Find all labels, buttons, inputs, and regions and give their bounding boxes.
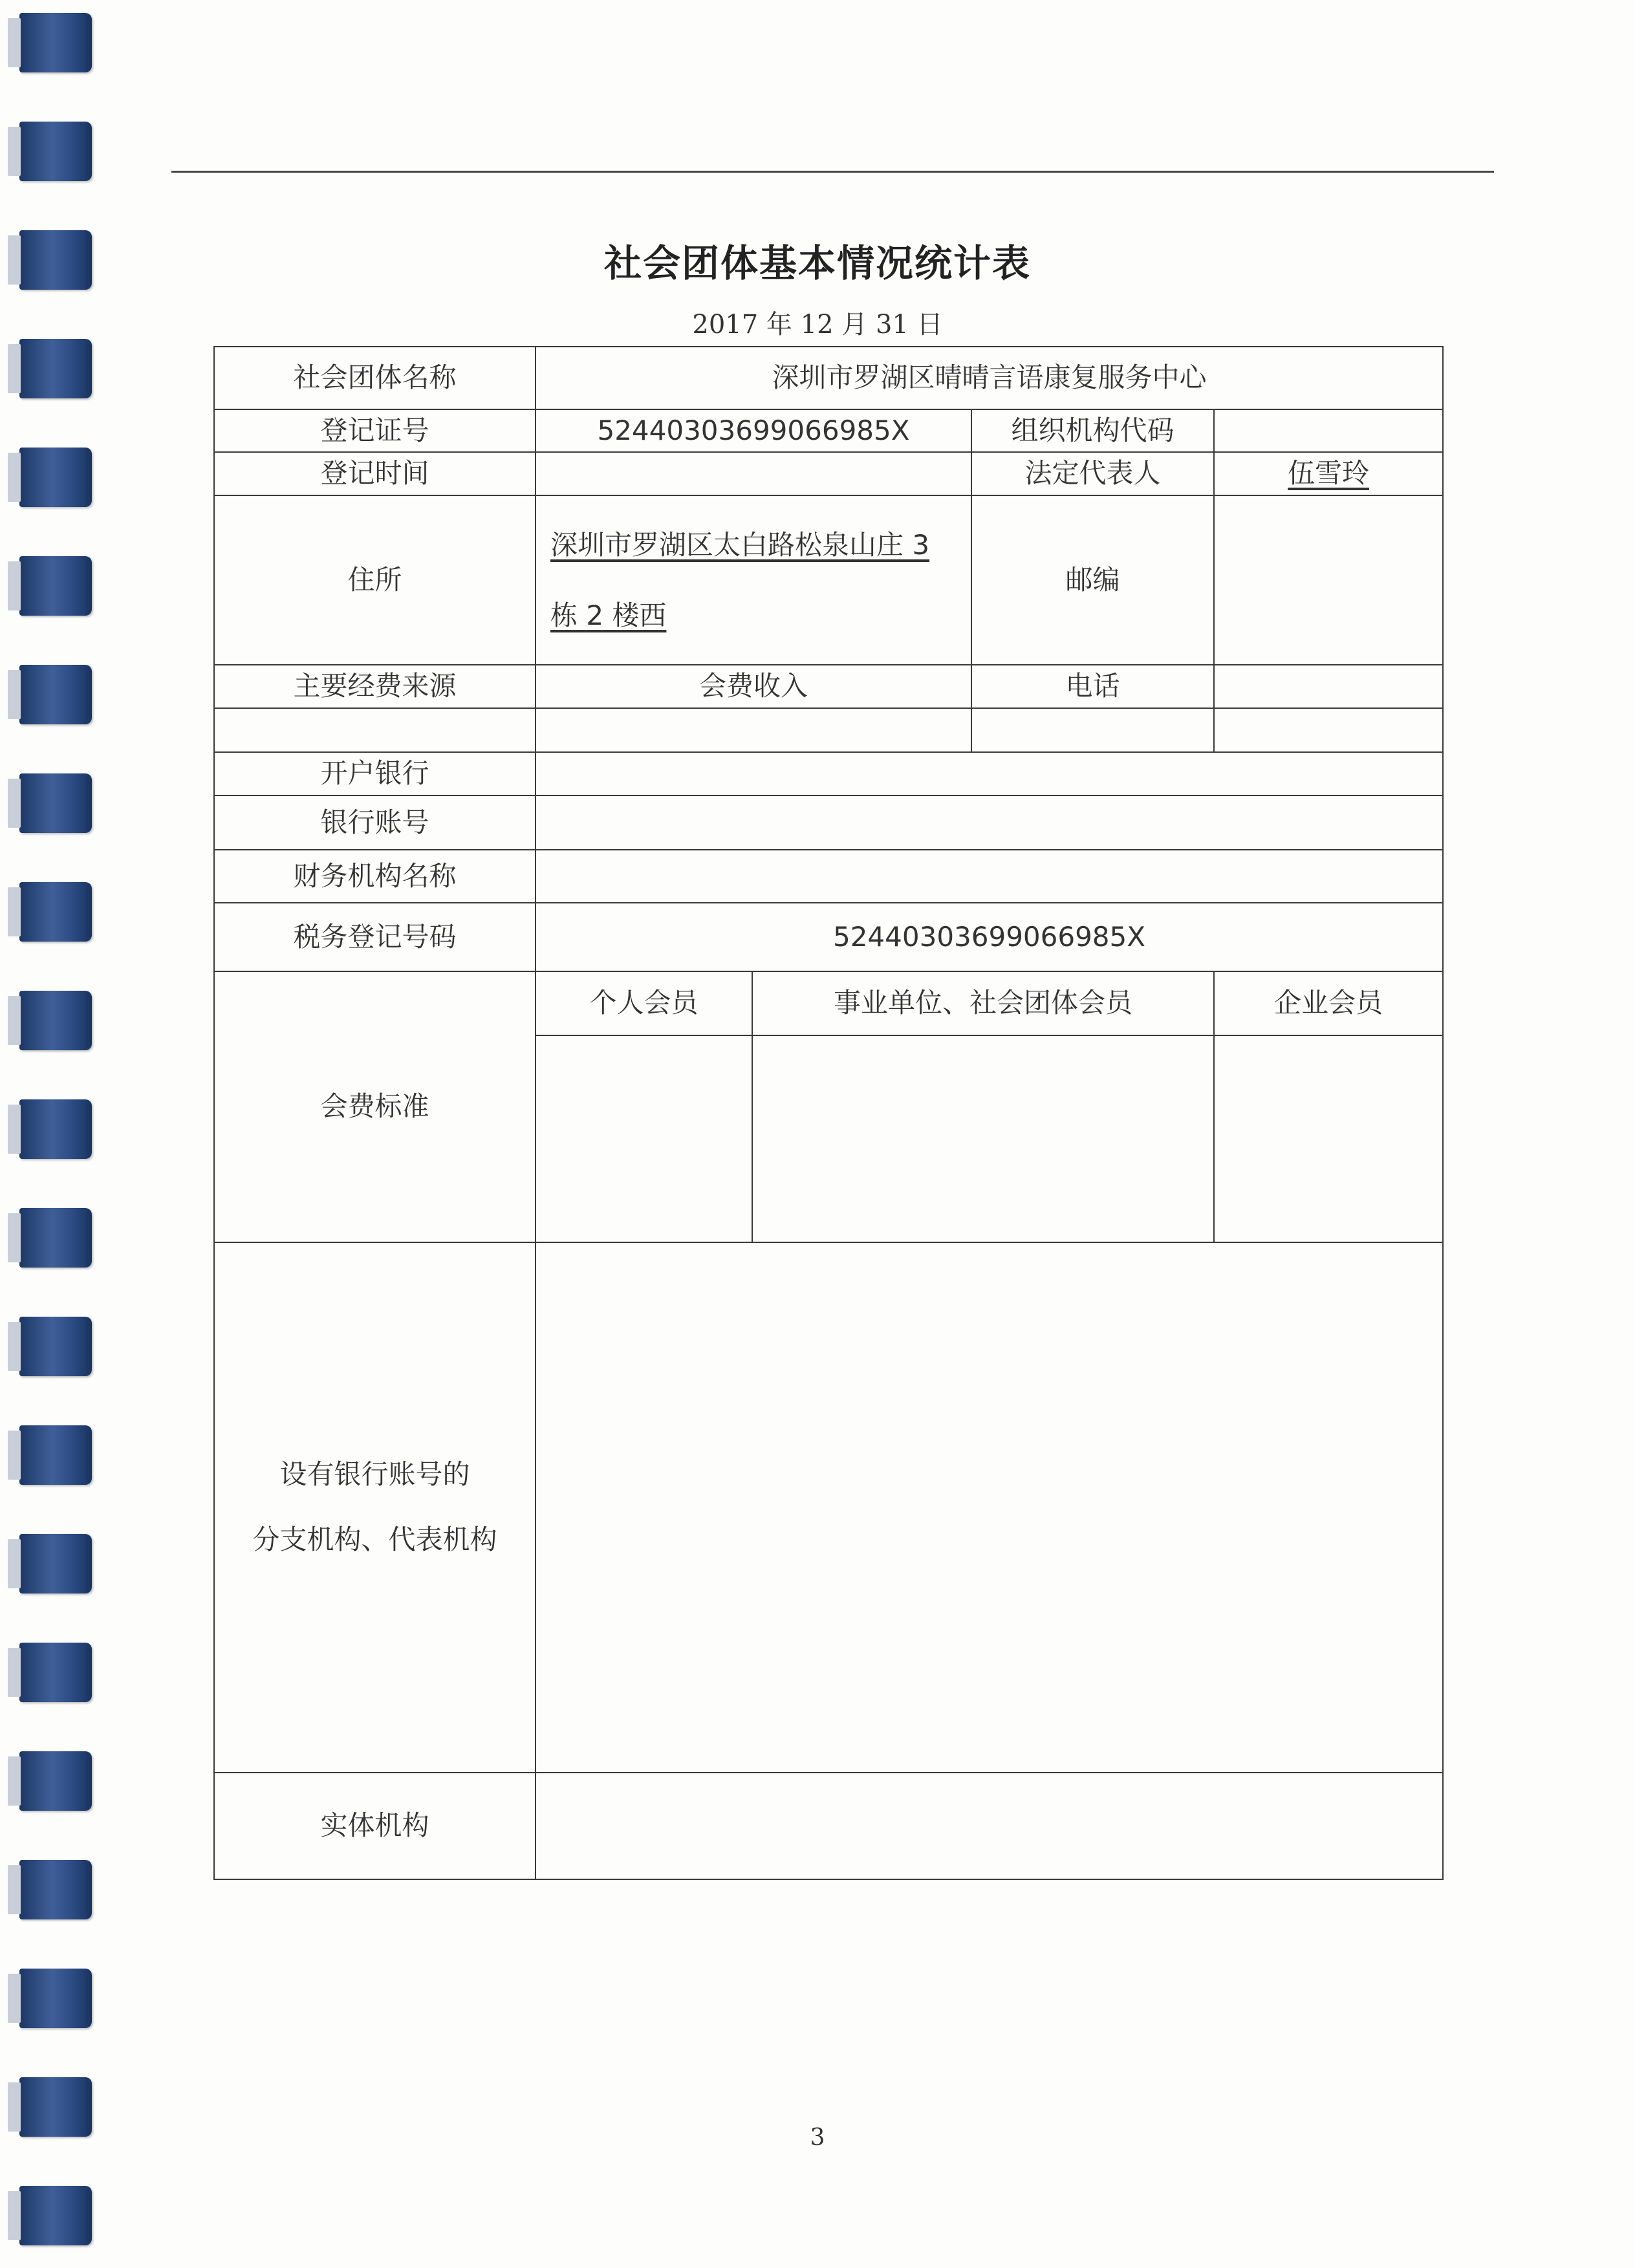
bank-label: 开户银行 (214, 752, 536, 795)
binding-ring (19, 1208, 92, 1268)
fee-institution-value (752, 1035, 1214, 1242)
address-value (536, 495, 971, 665)
address-label: 住所 (214, 495, 536, 665)
fee-label: 会费标准 (214, 971, 536, 1242)
table-row (214, 665, 1443, 708)
header-rule (171, 171, 1494, 173)
binding-ring (19, 122, 92, 181)
binding-ring (19, 1099, 92, 1159)
binding-ring (19, 2186, 92, 2245)
binding-ring (19, 13, 92, 72)
table-row (214, 752, 1443, 795)
fee-individual-value (536, 1035, 752, 1242)
table-row (214, 495, 1443, 665)
binding-ring (19, 991, 92, 1050)
tax-value: 52440303699066985X (536, 903, 1443, 971)
fee-enterprise-value (1214, 1035, 1443, 1242)
legal-rep-value (1214, 452, 1443, 495)
reg-time-value (536, 452, 971, 495)
phone-label: 电话 (971, 665, 1214, 708)
blank-cell (1214, 708, 1443, 752)
legal-rep-label: 法定代表人 (971, 452, 1214, 495)
funding-value: 会费收入 (536, 665, 971, 708)
table-row (214, 795, 1443, 850)
binding-ring (19, 1969, 92, 2028)
fee-institution-header: 事业单位、社会团体会员 (752, 971, 1214, 1035)
page-number: 3 (810, 2124, 825, 2151)
org-name-value: 深圳市罗湖区晴晴言语康复服务中心 (536, 347, 1443, 409)
reg-no-label: 登记证号 (214, 409, 536, 452)
address-text: 深圳市罗湖区太白路松泉山庄 3 栋 2 楼西 (550, 528, 930, 631)
branch-value (536, 1242, 1443, 1773)
postcode-value (1214, 495, 1443, 665)
binding-ring (19, 1643, 92, 1702)
org-name-label: 社会团体名称 (214, 347, 536, 409)
fee-enterprise-header: 企业会员 (1214, 971, 1443, 1035)
table-row (214, 708, 1443, 752)
table-row (214, 1242, 1443, 1773)
binding-ring (19, 1317, 92, 1376)
binding-ring (19, 448, 92, 507)
report-date: 2017 年 12 月 31 日 (692, 310, 943, 340)
branch-label (214, 1242, 536, 1773)
binding-ring (19, 1860, 92, 1919)
binding-ring (19, 1534, 92, 1593)
entity-label: 实体机构 (214, 1773, 536, 1879)
reg-no-value: 52440303699066985X (536, 409, 971, 452)
org-code-label: 组织机构代码 (971, 409, 1214, 452)
blank-cell (971, 708, 1214, 752)
binding-ring (19, 556, 92, 616)
binding-ring (19, 1751, 92, 1811)
blank-cell (536, 708, 971, 752)
table-row (214, 452, 1443, 495)
binding-ring (19, 665, 92, 724)
tax-label: 税务登记号码 (214, 903, 536, 971)
binding-ring (19, 1425, 92, 1485)
binding-ring (19, 339, 92, 398)
table-row (214, 971, 1443, 1035)
table-row (214, 903, 1443, 971)
table-row (214, 347, 1443, 409)
table-row (214, 1773, 1443, 1879)
binding-ring (19, 882, 92, 942)
blank-cell (214, 708, 536, 752)
finance-label: 财务机构名称 (214, 850, 536, 903)
postcode-label: 邮编 (971, 495, 1214, 665)
phone-value (1214, 665, 1443, 708)
legal-rep-name: 伍雪玲 (1288, 457, 1370, 490)
org-code-value (1214, 409, 1443, 452)
binding-ring (19, 773, 92, 833)
funding-label: 主要经费来源 (214, 665, 536, 708)
branch-label-line-2: 分支机构、代表机构 (252, 1524, 497, 1555)
table-row (214, 850, 1443, 903)
table-row (214, 409, 1443, 452)
finance-value (536, 850, 1443, 903)
bank-value (536, 752, 1443, 795)
reg-time-label: 登记时间 (214, 452, 536, 495)
page-title: 社会团体基本情况统计表 (603, 241, 1031, 285)
statistics-table (213, 346, 1444, 1880)
account-label: 银行账号 (214, 795, 536, 850)
fee-individual-header: 个人会员 (536, 971, 752, 1035)
branch-label-line-1: 设有银行账号的 (279, 1458, 470, 1491)
entity-value (536, 1773, 1443, 1879)
account-value (536, 795, 1443, 850)
